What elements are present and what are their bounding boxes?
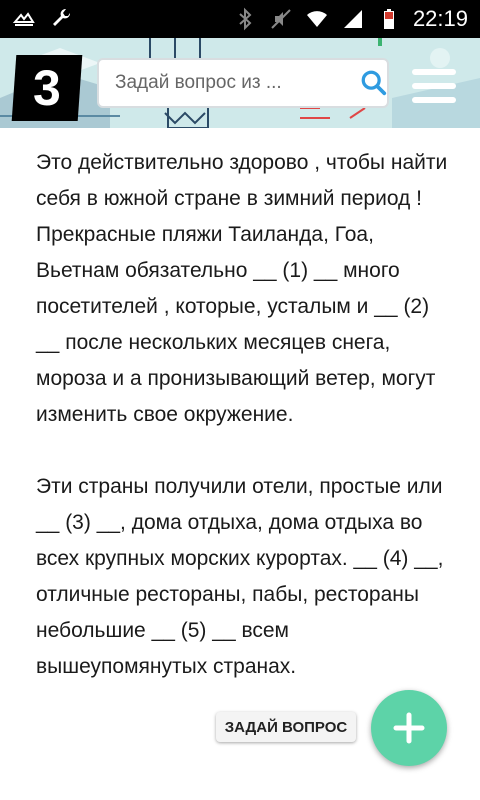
status-left [12,7,74,31]
question-paragraph: Это действительно здорово , чтобы найти себя в южной стране в зимний период ! Прекрасные пляжи Таиланда, Гоа, Вьетнам обязательно __ (1) __ много посетителей , которые, усталым и __ (2) __ после нескольких месяцев снега, мороза и а пронизывающий ветер, могут изменить свое окружение. [36,151,448,426]
brainly-logo[interactable] [12,55,83,121]
menu-bar [412,69,456,75]
question-text [36,145,456,721]
plus-icon [392,711,426,745]
signal-icon [341,7,365,31]
ask-question-label[interactable]: ЗАДАЙ ВОПРОС [216,712,356,742]
ask-question-button[interactable] [371,690,447,766]
wifi-icon [305,7,329,31]
status-bar [0,0,480,38]
battery-icon [377,7,401,31]
status-right [233,6,468,32]
search-icon[interactable] [360,68,388,98]
bluetooth-icon [233,7,257,31]
app-header [0,38,480,128]
mute-icon [269,7,293,31]
notification-icon [12,7,36,31]
search-input[interactable] [115,72,360,94]
menu-icon[interactable] [412,69,456,103]
status-time: 22:19 [412,6,468,31]
wrench-icon [50,7,74,31]
logo-text: 3 [33,60,61,116]
menu-bar [412,97,456,103]
question-paragraph: Эти страны получили отели, простые или __ (3) __, дома отдыха, дома отдыха во всех крупных морских курортах. __ (4) __, отличные рестораны, пабы, рестораны небольшие __ (5) __ всем вышеупомянутых странах. [36,475,444,678]
search-box[interactable] [97,58,389,108]
menu-bar [412,83,456,89]
